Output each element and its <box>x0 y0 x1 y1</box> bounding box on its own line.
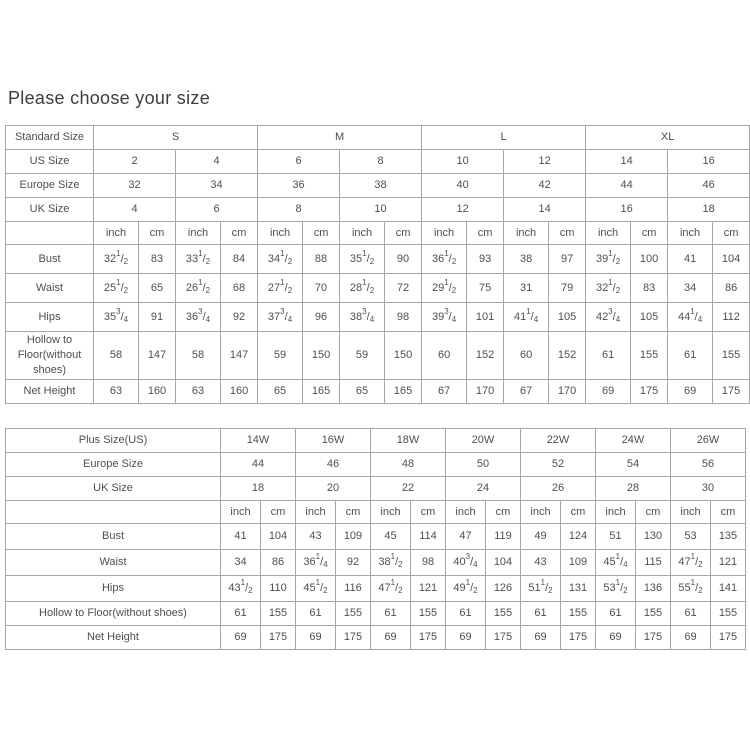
unit-cell: inch <box>504 222 549 245</box>
value-cell: $39^3/_4$ <box>422 303 467 332</box>
value-cell: 131 <box>561 576 596 602</box>
row-label: Net Height <box>6 380 94 404</box>
value-cell: 44 <box>586 174 668 198</box>
empty-label-cell <box>6 501 221 524</box>
value-cell: 46 <box>668 174 750 198</box>
value-cell: 124 <box>561 524 596 550</box>
value-cell: $47^1/_2$ <box>671 550 711 576</box>
value-cell: $49^1/_2$ <box>446 576 486 602</box>
value-cell: 96 <box>303 303 340 332</box>
value-cell: 16 <box>586 198 668 222</box>
value-cell: 165 <box>385 380 422 404</box>
row-label: Bust <box>6 245 94 274</box>
table-row <box>6 429 746 453</box>
value-cell: $27^1/_2$ <box>258 274 303 303</box>
value-cell: 104 <box>486 550 521 576</box>
table-row <box>6 332 750 380</box>
value-cell: 38 <box>504 245 549 274</box>
value-cell: $47^1/_2$ <box>371 576 411 602</box>
value-cell: 69 <box>371 626 411 650</box>
value-cell: 22 <box>371 477 446 501</box>
value-cell: 175 <box>636 626 671 650</box>
value-cell: 38 <box>340 174 422 198</box>
unit-cell: inch <box>221 501 261 524</box>
value-cell: 170 <box>549 380 586 404</box>
value-cell: 155 <box>711 602 746 626</box>
value-cell: $45^1/_2$ <box>296 576 336 602</box>
value-cell: $28^1/_2$ <box>340 274 385 303</box>
value-cell: 8 <box>340 150 422 174</box>
table-row <box>6 174 750 198</box>
table-row <box>6 524 746 550</box>
row-label: Plus Size(US) <box>6 429 221 453</box>
table-row <box>6 380 750 404</box>
value-cell: $36^3/_4$ <box>176 303 221 332</box>
unit-cell: inch <box>596 501 636 524</box>
value-cell: 12 <box>422 198 504 222</box>
unit-cell: inch <box>340 222 385 245</box>
page-title: Please choose your size <box>8 88 211 108</box>
value-cell: 61 <box>668 332 713 380</box>
value-cell: 26W <box>671 429 746 453</box>
value-cell: 69 <box>296 626 336 650</box>
row-label: Europe Size <box>6 174 94 198</box>
value-cell: 155 <box>486 602 521 626</box>
row-label: Hips <box>6 576 221 602</box>
value-cell: 50 <box>446 453 521 477</box>
table-row <box>6 477 746 501</box>
value-cell: 10 <box>422 150 504 174</box>
value-cell: 160 <box>221 380 258 404</box>
value-cell: 88 <box>303 245 340 274</box>
standard-size-table <box>5 125 750 404</box>
value-cell: 60 <box>504 332 549 380</box>
value-cell: 69 <box>446 626 486 650</box>
value-cell: $38^3/_4$ <box>340 303 385 332</box>
value-cell: 4 <box>94 198 176 222</box>
value-cell: $32^1/_2$ <box>94 245 139 274</box>
value-cell: $33^1/_2$ <box>176 245 221 274</box>
unit-cell: cm <box>411 501 446 524</box>
value-cell: 16 <box>668 150 750 174</box>
unit-cell: cm <box>336 501 371 524</box>
row-label: Waist <box>6 550 221 576</box>
value-cell: $36^1/_2$ <box>422 245 467 274</box>
row-label: US Size <box>6 150 94 174</box>
unit-cell: cm <box>713 222 750 245</box>
value-cell: 165 <box>303 380 340 404</box>
value-cell: 61 <box>586 332 631 380</box>
value-cell: 175 <box>561 626 596 650</box>
value-cell: 150 <box>303 332 340 380</box>
value-cell: 14 <box>586 150 668 174</box>
value-cell: 175 <box>711 626 746 650</box>
unit-cell: inch <box>586 222 631 245</box>
table-row <box>6 126 750 150</box>
value-cell: 45 <box>371 524 411 550</box>
table-row <box>6 222 750 245</box>
value-cell: 86 <box>713 274 750 303</box>
value-cell: $26^1/_2$ <box>176 274 221 303</box>
row-label: UK Size <box>6 477 221 501</box>
value-cell: S <box>94 126 258 150</box>
value-cell: 105 <box>549 303 586 332</box>
row-label: Net Height <box>6 626 221 650</box>
value-cell: 69 <box>521 626 561 650</box>
value-cell: 92 <box>221 303 258 332</box>
value-cell: 160 <box>139 380 176 404</box>
value-cell: 61 <box>446 602 486 626</box>
table-row <box>6 150 750 174</box>
value-cell: 10 <box>340 198 422 222</box>
value-cell: 12 <box>504 150 586 174</box>
value-cell: 91 <box>139 303 176 332</box>
value-cell: 155 <box>636 602 671 626</box>
value-cell: $45^1/_4$ <box>596 550 636 576</box>
value-cell: 65 <box>340 380 385 404</box>
unit-cell: inch <box>668 222 713 245</box>
value-cell: $51^1/_2$ <box>521 576 561 602</box>
value-cell: 155 <box>631 332 668 380</box>
value-cell: 69 <box>671 626 711 650</box>
value-cell: 61 <box>521 602 561 626</box>
unit-cell: inch <box>446 501 486 524</box>
value-cell: 54 <box>596 453 671 477</box>
value-cell: 40 <box>422 174 504 198</box>
value-cell: 104 <box>261 524 296 550</box>
unit-cell: cm <box>139 222 176 245</box>
value-cell: 6 <box>258 150 340 174</box>
value-cell: 101 <box>467 303 504 332</box>
value-cell: 67 <box>422 380 467 404</box>
value-cell: $41^1/_4$ <box>504 303 549 332</box>
value-cell: 135 <box>711 524 746 550</box>
value-cell: 18 <box>221 477 296 501</box>
value-cell: 41 <box>668 245 713 274</box>
value-cell: $42^3/_4$ <box>586 303 631 332</box>
value-cell: 126 <box>486 576 521 602</box>
value-cell: 58 <box>176 332 221 380</box>
value-cell: 44 <box>221 453 296 477</box>
value-cell: 170 <box>467 380 504 404</box>
value-cell: 83 <box>139 245 176 274</box>
value-cell: 175 <box>336 626 371 650</box>
value-cell: 69 <box>668 380 713 404</box>
value-cell: 36 <box>258 174 340 198</box>
value-cell: 69 <box>221 626 261 650</box>
value-cell: $43^1/_2$ <box>221 576 261 602</box>
value-cell: 61 <box>671 602 711 626</box>
value-cell: 100 <box>631 245 668 274</box>
value-cell: 28 <box>596 477 671 501</box>
value-cell: 41 <box>221 524 261 550</box>
empty-label-cell <box>6 222 94 245</box>
value-cell: 65 <box>258 380 303 404</box>
value-cell: 175 <box>486 626 521 650</box>
unit-cell: inch <box>521 501 561 524</box>
value-cell: 130 <box>636 524 671 550</box>
value-cell: 47 <box>446 524 486 550</box>
row-label: Waist <box>6 274 94 303</box>
value-cell: 150 <box>385 332 422 380</box>
value-cell: 79 <box>549 274 586 303</box>
value-cell: 104 <box>713 245 750 274</box>
value-cell: 147 <box>221 332 258 380</box>
unit-cell: cm <box>261 501 296 524</box>
value-cell: 22W <box>521 429 596 453</box>
value-cell: $44^1/_4$ <box>668 303 713 332</box>
value-cell: 67 <box>504 380 549 404</box>
value-cell: 65 <box>139 274 176 303</box>
value-cell: 4 <box>176 150 258 174</box>
unit-cell: cm <box>636 501 671 524</box>
value-cell: 98 <box>411 550 446 576</box>
value-cell: $35^3/_4$ <box>94 303 139 332</box>
value-cell: 105 <box>631 303 668 332</box>
value-cell: 34 <box>668 274 713 303</box>
value-cell: 61 <box>596 602 636 626</box>
table-row <box>6 550 746 576</box>
value-cell: 155 <box>713 332 750 380</box>
value-cell: 34 <box>221 550 261 576</box>
unit-cell: cm <box>549 222 586 245</box>
value-cell: 97 <box>549 245 586 274</box>
unit-cell: cm <box>561 501 596 524</box>
value-cell: 109 <box>336 524 371 550</box>
value-cell: 110 <box>261 576 296 602</box>
value-cell: 121 <box>711 550 746 576</box>
value-cell: 155 <box>261 602 296 626</box>
value-cell: L <box>422 126 586 150</box>
value-cell: 24W <box>596 429 671 453</box>
value-cell: 61 <box>296 602 336 626</box>
value-cell: 175 <box>713 380 750 404</box>
value-cell: 121 <box>411 576 446 602</box>
row-label: Hips <box>6 303 94 332</box>
value-cell: 155 <box>561 602 596 626</box>
value-cell: 30 <box>671 477 746 501</box>
table-row <box>6 602 746 626</box>
value-cell: 18W <box>371 429 446 453</box>
value-cell: 52 <box>521 453 596 477</box>
value-cell: 69 <box>586 380 631 404</box>
value-cell: $29^1/_2$ <box>422 274 467 303</box>
value-cell: 63 <box>94 380 139 404</box>
value-cell: 26 <box>521 477 596 501</box>
unit-cell: inch <box>94 222 139 245</box>
value-cell: 114 <box>411 524 446 550</box>
value-cell: 53 <box>671 524 711 550</box>
table-row <box>6 453 746 477</box>
row-label: Standard Size <box>6 126 94 150</box>
value-cell: 14 <box>504 198 586 222</box>
value-cell: $36^1/_4$ <box>296 550 336 576</box>
value-cell: $32^1/_2$ <box>586 274 631 303</box>
value-cell: 72 <box>385 274 422 303</box>
value-cell: 147 <box>139 332 176 380</box>
value-cell: $35^1/_2$ <box>340 245 385 274</box>
value-cell: 48 <box>371 453 446 477</box>
value-cell: $53^1/_2$ <box>596 576 636 602</box>
value-cell: 46 <box>296 453 371 477</box>
row-label: Europe Size <box>6 453 221 477</box>
value-cell: 20 <box>296 477 371 501</box>
table-row <box>6 501 746 524</box>
table-row <box>6 303 750 332</box>
value-cell: 56 <box>671 453 746 477</box>
value-cell: 63 <box>176 380 221 404</box>
value-cell: 69 <box>596 626 636 650</box>
value-cell: 98 <box>385 303 422 332</box>
unit-cell: inch <box>296 501 336 524</box>
value-cell: 84 <box>221 245 258 274</box>
table-row <box>6 576 746 602</box>
value-cell: 61 <box>371 602 411 626</box>
value-cell: $37^3/_4$ <box>258 303 303 332</box>
value-cell: 31 <box>504 274 549 303</box>
value-cell: 90 <box>385 245 422 274</box>
value-cell: $40^3/_4$ <box>446 550 486 576</box>
value-cell: 175 <box>411 626 446 650</box>
value-cell: 70 <box>303 274 340 303</box>
value-cell: 59 <box>258 332 303 380</box>
value-cell: $55^1/_2$ <box>671 576 711 602</box>
value-cell: 136 <box>636 576 671 602</box>
value-cell: 83 <box>631 274 668 303</box>
value-cell: 60 <box>422 332 467 380</box>
unit-cell: cm <box>467 222 504 245</box>
value-cell: 58 <box>94 332 139 380</box>
value-cell: 109 <box>561 550 596 576</box>
value-cell: 34 <box>176 174 258 198</box>
value-cell: 24 <box>446 477 521 501</box>
value-cell: 155 <box>336 602 371 626</box>
unit-cell: cm <box>631 222 668 245</box>
unit-cell: cm <box>221 222 258 245</box>
value-cell: 119 <box>486 524 521 550</box>
value-cell: 8 <box>258 198 340 222</box>
value-cell: 93 <box>467 245 504 274</box>
value-cell: XL <box>586 126 750 150</box>
value-cell: 59 <box>340 332 385 380</box>
value-cell: 175 <box>261 626 296 650</box>
row-label: Hollow to Floor(without shoes) <box>6 602 221 626</box>
value-cell: $25^1/_2$ <box>94 274 139 303</box>
value-cell: $34^1/_2$ <box>258 245 303 274</box>
value-cell: 112 <box>713 303 750 332</box>
value-cell: 6 <box>176 198 258 222</box>
table-row <box>6 198 750 222</box>
table-row <box>6 626 746 650</box>
value-cell: 16W <box>296 429 371 453</box>
unit-cell: inch <box>176 222 221 245</box>
unit-cell: cm <box>486 501 521 524</box>
value-cell: 42 <box>504 174 586 198</box>
value-cell: 32 <box>94 174 176 198</box>
row-label: UK Size <box>6 198 94 222</box>
value-cell: M <box>258 126 422 150</box>
value-cell: 155 <box>411 602 446 626</box>
value-cell: 116 <box>336 576 371 602</box>
value-cell: 68 <box>221 274 258 303</box>
unit-cell: inch <box>371 501 411 524</box>
value-cell: 49 <box>521 524 561 550</box>
value-cell: 92 <box>336 550 371 576</box>
value-cell: 51 <box>596 524 636 550</box>
value-cell: 61 <box>221 602 261 626</box>
value-cell: 43 <box>521 550 561 576</box>
unit-cell: cm <box>303 222 340 245</box>
value-cell: 141 <box>711 576 746 602</box>
table-row <box>6 245 750 274</box>
value-cell: 18 <box>668 198 750 222</box>
unit-cell: inch <box>671 501 711 524</box>
value-cell: 14W <box>221 429 296 453</box>
row-label: Hollow to Floor(without shoes) <box>6 332 94 380</box>
table-row <box>6 274 750 303</box>
unit-cell: cm <box>385 222 422 245</box>
value-cell: 2 <box>94 150 176 174</box>
unit-cell: cm <box>711 501 746 524</box>
unit-cell: inch <box>422 222 467 245</box>
row-label: Bust <box>6 524 221 550</box>
value-cell: 75 <box>467 274 504 303</box>
value-cell: 152 <box>549 332 586 380</box>
value-cell: 115 <box>636 550 671 576</box>
value-cell: 152 <box>467 332 504 380</box>
value-cell: 86 <box>261 550 296 576</box>
value-cell: $39^1/_2$ <box>586 245 631 274</box>
value-cell: $38^1/_2$ <box>371 550 411 576</box>
value-cell: 20W <box>446 429 521 453</box>
plus-size-table <box>5 428 746 650</box>
value-cell: 175 <box>631 380 668 404</box>
unit-cell: inch <box>258 222 303 245</box>
value-cell: 43 <box>296 524 336 550</box>
